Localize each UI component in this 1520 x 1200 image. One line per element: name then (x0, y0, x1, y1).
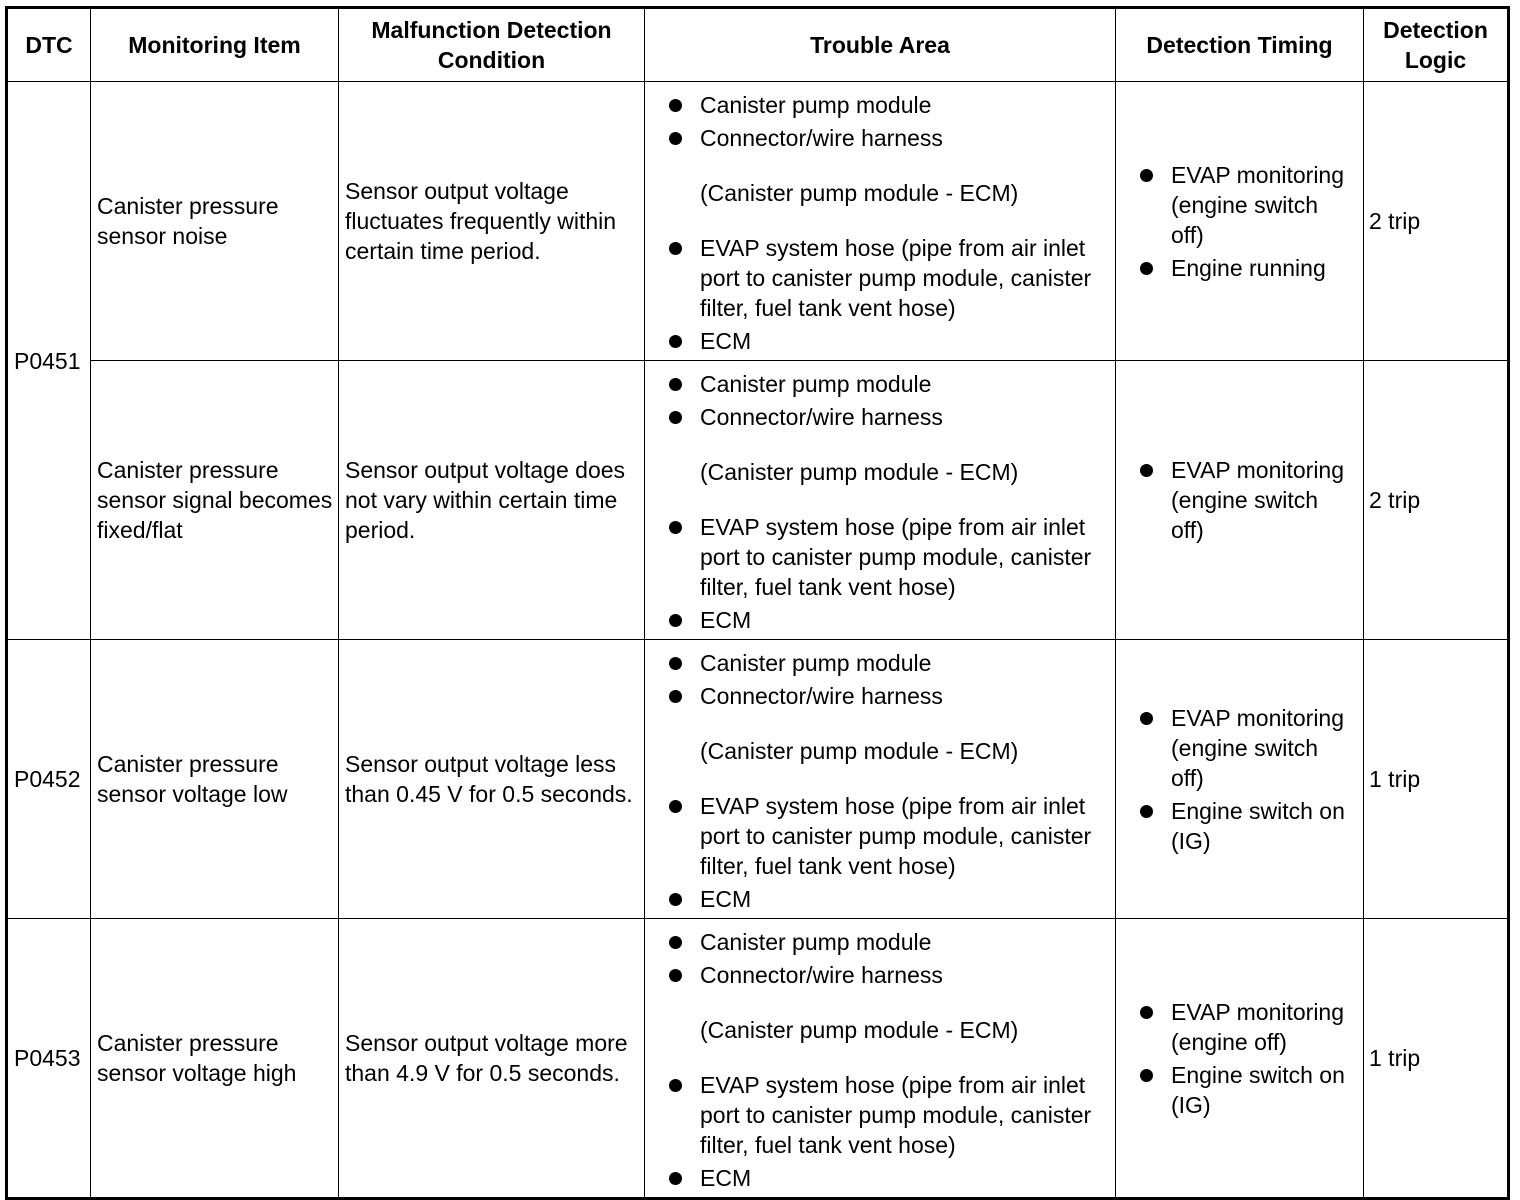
bullet-icon (669, 1079, 682, 1092)
bullet-icon (1140, 464, 1153, 477)
bullet-icon (1140, 262, 1153, 275)
bullet-icon (669, 132, 682, 145)
list-item: Canister pump module (663, 648, 1109, 678)
detection-condition: Sensor output voltage does not vary within certain time period. (339, 361, 645, 640)
detection-timing (1116, 361, 1364, 640)
detection-condition: Sensor output voltage fluctuates frequently within certain time period. (339, 82, 645, 361)
bullet-icon (669, 969, 682, 982)
detection-condition: Sensor output voltage less than 0.45 V for 0.5 seconds. (339, 640, 645, 919)
list-item: EVAP monitoring (engine switch off) (1138, 160, 1357, 250)
list-item: ECM (663, 326, 1109, 356)
dtc-code: P0453 (7, 919, 91, 1199)
trouble-area (645, 640, 1116, 919)
bullet-icon (1140, 805, 1153, 818)
bullet-icon (669, 936, 682, 949)
detection-logic: 2 trip (1364, 82, 1509, 361)
list-item: EVAP system hose (pipe from air inlet port to canister pump module, canister filter, fuel tank vent hose) (663, 233, 1109, 323)
list-item: Connector/wire harness (663, 681, 1109, 711)
list-item: Canister pump module (663, 927, 1109, 957)
list-item: Connector/wire harness (663, 123, 1109, 153)
detection-logic: 1 trip (1364, 919, 1509, 1199)
bullet-icon (669, 521, 682, 534)
bullet-icon (669, 690, 682, 703)
header-trouble-area: Trouble Area (645, 8, 1116, 82)
detection-logic: 1 trip (1364, 640, 1509, 919)
detection-timing (1116, 82, 1364, 361)
dtc-code: P0451 (7, 82, 91, 640)
bullet-icon (1140, 1069, 1153, 1082)
list-item: (Canister pump module - ECM) (700, 180, 1019, 206)
list-item: (Canister pump module - ECM) (700, 1017, 1019, 1043)
monitoring-item: Canister pressure sensor noise (91, 82, 339, 361)
list-item: EVAP system hose (pipe from air inlet port to canister pump module, canister filter, fuel tank vent hose) (663, 1070, 1109, 1160)
detection-logic: 2 trip (1364, 361, 1509, 640)
monitoring-item: Canister pressure sensor signal becomes fixed/flat (91, 361, 339, 640)
table-row (7, 361, 1509, 640)
bullet-icon (1140, 1006, 1153, 1019)
list-item: EVAP system hose (pipe from air inlet port to canister pump module, canister filter, fuel tank vent hose) (663, 512, 1109, 602)
bullet-icon (1140, 169, 1153, 182)
dtc-code: P0452 (7, 640, 91, 919)
trouble-area (645, 82, 1116, 361)
bullet-icon (669, 411, 682, 424)
list-item: ECM (663, 605, 1109, 635)
header-detection-logic: Detection Logic (1364, 8, 1509, 82)
table-header-row (7, 8, 1509, 82)
detection-timing (1116, 640, 1364, 919)
list-item: (Canister pump module - ECM) (700, 738, 1019, 764)
bullet-icon (669, 1172, 682, 1185)
detection-timing (1116, 919, 1364, 1199)
list-item: Canister pump module (663, 369, 1109, 399)
list-item: Engine switch on (IG) (1138, 796, 1357, 856)
header-detection-timing: Detection Timing (1116, 8, 1364, 82)
list-item: EVAP system hose (pipe from air inlet port to canister pump module, canister filter, fuel tank vent hose) (663, 791, 1109, 881)
detection-condition: Sensor output voltage more than 4.9 V for 0.5 seconds. (339, 919, 645, 1199)
list-item: Connector/wire harness (663, 402, 1109, 432)
list-item: Canister pump module (663, 90, 1109, 120)
list-item: EVAP monitoring (engine off) (1138, 997, 1357, 1057)
monitoring-item: Canister pressure sensor voltage low (91, 640, 339, 919)
header-malfunction-condition: Malfunction Detection Condition (339, 8, 645, 82)
bullet-icon (1140, 712, 1153, 725)
header-monitoring-item: Monitoring Item (91, 8, 339, 82)
monitoring-item: Canister pressure sensor voltage high (91, 919, 339, 1199)
list-item: Connector/wire harness (663, 960, 1109, 990)
list-item: EVAP monitoring (engine switch off) (1138, 703, 1357, 793)
bullet-icon (669, 893, 682, 906)
bullet-icon (669, 800, 682, 813)
list-item: (Canister pump module - ECM) (700, 459, 1019, 485)
bullet-icon (669, 242, 682, 255)
trouble-area (645, 919, 1116, 1199)
dtc-table (5, 6, 1510, 1200)
bullet-icon (669, 614, 682, 627)
list-item: ECM (663, 1163, 1109, 1193)
bullet-icon (669, 335, 682, 348)
table-row (7, 82, 1509, 361)
table-row (7, 640, 1509, 919)
header-dtc: DTC (7, 8, 91, 82)
list-item: Engine switch on (IG) (1138, 1060, 1357, 1120)
table-row (7, 919, 1509, 1199)
list-item: EVAP monitoring (engine switch off) (1138, 455, 1357, 545)
list-item: ECM (663, 884, 1109, 914)
trouble-area (645, 361, 1116, 640)
list-item: Engine running (1138, 253, 1357, 283)
bullet-icon (669, 657, 682, 670)
bullet-icon (669, 99, 682, 112)
bullet-icon (669, 378, 682, 391)
